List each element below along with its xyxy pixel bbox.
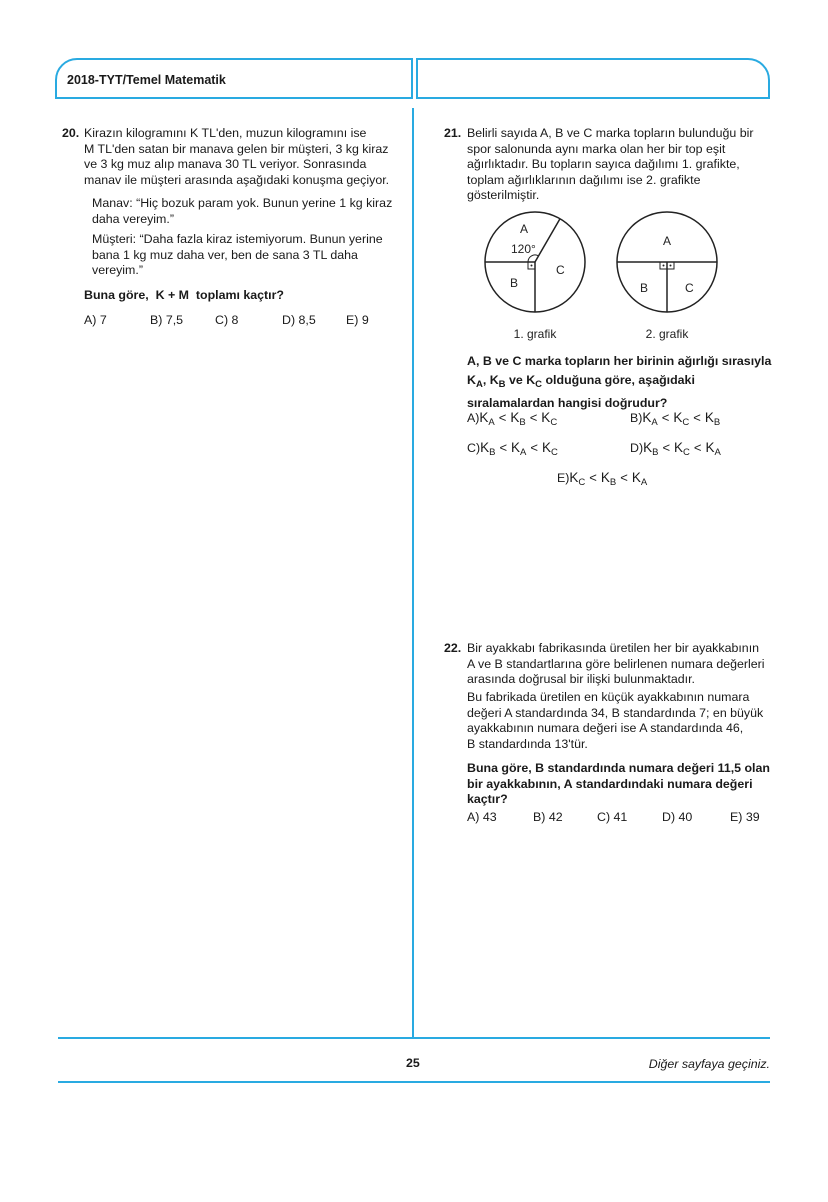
k-symbol: K <box>673 410 683 425</box>
prompt-line: sıralamalardan hangisi doğrudur? <box>467 396 668 410</box>
less-than-symbol: < <box>661 410 670 425</box>
subscript: C <box>535 379 543 390</box>
column-divider <box>412 108 414 1039</box>
header-right-box <box>416 58 770 99</box>
text-line: B standardında 13'tür. <box>467 736 588 751</box>
option-b[interactable] <box>630 410 720 428</box>
subscript: C <box>551 447 558 458</box>
text-line: spor salonunda aynı marka olan her bir top eşit <box>467 141 726 156</box>
text-line: manav ile müşteri arasında aşağıdaki konuşma geçiyor. <box>84 172 390 187</box>
chart-1 <box>485 212 585 341</box>
subscript: A <box>714 447 721 458</box>
k-symbol: K <box>489 373 499 387</box>
option-b[interactable]: B) 7,5 <box>150 313 184 327</box>
label-a: A <box>663 234 672 248</box>
k-symbol: K <box>541 440 551 455</box>
less-than-symbol: < <box>499 440 508 455</box>
k-symbol: K <box>541 410 551 425</box>
k-symbol: K <box>600 470 610 485</box>
text-line: Bir ayakkabı fabrikasında üretilen her bir ayakkabının <box>467 641 760 655</box>
text-line: daha vereyim.” <box>92 211 174 226</box>
subscript: A <box>640 477 648 488</box>
k-symbol: K <box>643 440 653 455</box>
text-line: Manav: “Hiç bozuk param yok. Bunun yerine 1 kg kiraz <box>92 196 393 210</box>
k-symbol: K <box>642 410 652 425</box>
subscript: A <box>651 417 658 428</box>
k-symbol: K <box>569 470 579 485</box>
option-label: D) <box>630 441 644 455</box>
option-label: E) <box>557 471 570 485</box>
pie-charts <box>480 207 730 342</box>
text-line: gösterilmiştir. <box>467 188 540 203</box>
label-c: C <box>685 281 694 295</box>
text-line: ayakkabının numara değeri ise A standardında 46, <box>467 721 744 736</box>
sector-line <box>535 219 560 262</box>
option-a[interactable]: A) 43 <box>467 810 497 824</box>
chart-caption: 2. grafik <box>645 327 689 341</box>
dialog-seller <box>92 196 392 227</box>
question-body <box>467 641 765 688</box>
option-d[interactable]: D) 40 <box>662 810 693 824</box>
subscript: C <box>683 447 690 458</box>
subscript: B <box>489 447 496 458</box>
subscript: A <box>520 447 527 458</box>
right-angle-dot <box>531 265 533 267</box>
less-than-symbol: < <box>693 410 701 425</box>
question-body <box>467 126 754 204</box>
chart-2 <box>617 212 717 341</box>
k-symbol: K <box>510 410 520 425</box>
text-line: A ve B standartlarına göre belirlenen numara değerleri <box>467 656 765 671</box>
text-line: bir ayakkabının, A standardındaki numara değeri <box>467 776 753 791</box>
option-label: A) <box>467 411 480 425</box>
page-number: 25 <box>406 1056 420 1070</box>
k-symbol: K <box>526 373 536 387</box>
prompt-rest: olduğuna göre, aşağıdaki <box>542 373 695 387</box>
subscript: A <box>475 379 483 390</box>
text-line: Kirazın kilogramını K TL'den, muzun kilogramını ise <box>84 126 367 140</box>
next-page-note: Diğer sayfaya geçiniz. <box>648 1057 770 1071</box>
option-e[interactable] <box>557 470 647 488</box>
question-number: 20. <box>62 126 80 140</box>
subscript: C <box>550 417 558 428</box>
header-left-box <box>55 58 413 99</box>
k-symbol: K <box>467 373 476 387</box>
option-label: C) <box>467 441 481 455</box>
k-symbol: K <box>705 440 715 455</box>
text-line: Belirli sayıda A, B ve C marka topların bulunduğu bir <box>467 126 754 140</box>
less-than-symbol: < <box>662 440 671 455</box>
k-symbol: K <box>631 470 641 485</box>
less-than-symbol: < <box>620 470 628 485</box>
text-line: Buna göre, B standardında numara değeri 11,5 olan <box>467 761 770 775</box>
prompt-line: A, B ve C marka topların her birinin ağırlığı sırasıyla <box>467 354 772 368</box>
subscript: C <box>682 417 690 428</box>
right-angle-dot <box>663 265 665 267</box>
question-prompt: Buna göre, K + M toplamı kaçtır? <box>84 288 285 302</box>
option-d[interactable] <box>630 440 721 458</box>
text-line: Müşteri: “Daha fazla kiraz istemiyorum. Bunun yerine <box>92 232 383 246</box>
less-than-symbol: < <box>530 440 538 455</box>
subscript: B <box>652 447 659 458</box>
question-number: 22. <box>444 641 462 655</box>
right-angle-dot <box>670 265 672 267</box>
option-e[interactable]: E) 39 <box>730 810 760 824</box>
separator: , <box>482 373 490 387</box>
less-than-symbol: < <box>529 410 538 425</box>
option-a[interactable] <box>467 410 557 428</box>
less-than-symbol: < <box>693 440 702 455</box>
angle-label: 120° <box>511 242 536 256</box>
subscript: B <box>498 379 506 390</box>
option-c[interactable] <box>467 440 558 458</box>
question-body-2 <box>467 690 763 752</box>
label-c: C <box>556 263 565 277</box>
subscript: C <box>578 477 586 488</box>
text-line: arasında doğrusal bir ilişki bulunmaktadır. <box>467 672 695 687</box>
footer-top-rule <box>58 1037 770 1039</box>
k-symbol: K <box>480 440 490 455</box>
text-line: kaçtır? <box>467 792 508 807</box>
k-symbol: K <box>479 410 489 425</box>
text-line: M TL'den satan bir manava gelen bir müşteri, 3 kg kiraz <box>84 141 389 156</box>
k-symbol: K <box>674 440 684 455</box>
option-b[interactable]: B) 42 <box>533 810 563 824</box>
text-line: ağırlıktadır. Bu topların sayıca dağılımı 1. grafikte, <box>467 157 740 172</box>
less-than-symbol: < <box>498 410 507 425</box>
separator: ve <box>505 373 527 387</box>
text-line: bana 1 kg muz daha ver, ben de sana 3 TL daha <box>92 247 358 262</box>
subscript: B <box>713 417 721 428</box>
option-label: B) <box>630 411 643 425</box>
option-c[interactable]: C) 8 <box>215 313 239 327</box>
question-number: 21. <box>444 126 462 140</box>
question-prompt <box>467 761 770 808</box>
subscript: B <box>609 477 617 488</box>
option-a[interactable]: A) 7 <box>84 313 107 327</box>
exam-title: 2018-TYT/Temel Matematik <box>67 73 226 87</box>
question-prompt <box>467 352 771 413</box>
k-symbol: K <box>511 440 521 455</box>
label-b: B <box>640 281 649 295</box>
text-line: Bu fabrikada üretilen en küçük ayakkabının numara <box>467 690 750 704</box>
k-symbol: K <box>704 410 714 425</box>
question-body <box>84 126 389 188</box>
text-line: vereyim.” <box>92 263 143 278</box>
prompt-line <box>467 371 771 394</box>
dialog-customer <box>92 232 383 279</box>
subscript: B <box>519 417 526 428</box>
chart-caption: 1. grafik <box>513 327 557 341</box>
option-e[interactable]: E) 9 <box>346 313 369 327</box>
text-line: toplam ağırlıklarının dağılımı ise 2. grafikte <box>467 172 701 187</box>
text-line: ve 3 kg muz alıp manava 30 TL veriyor. Sonrasında <box>84 157 367 172</box>
text-line: değeri A standardında 34, B standardında 7; en büyük <box>467 705 764 720</box>
option-c[interactable]: C) 41 <box>597 810 628 824</box>
less-than-symbol: < <box>589 470 597 485</box>
option-d[interactable]: D) 8,5 <box>282 313 316 327</box>
footer-bottom-rule <box>58 1081 770 1083</box>
label-a: A <box>520 222 529 236</box>
subscript: A <box>488 417 495 428</box>
label-b: B <box>510 276 519 290</box>
